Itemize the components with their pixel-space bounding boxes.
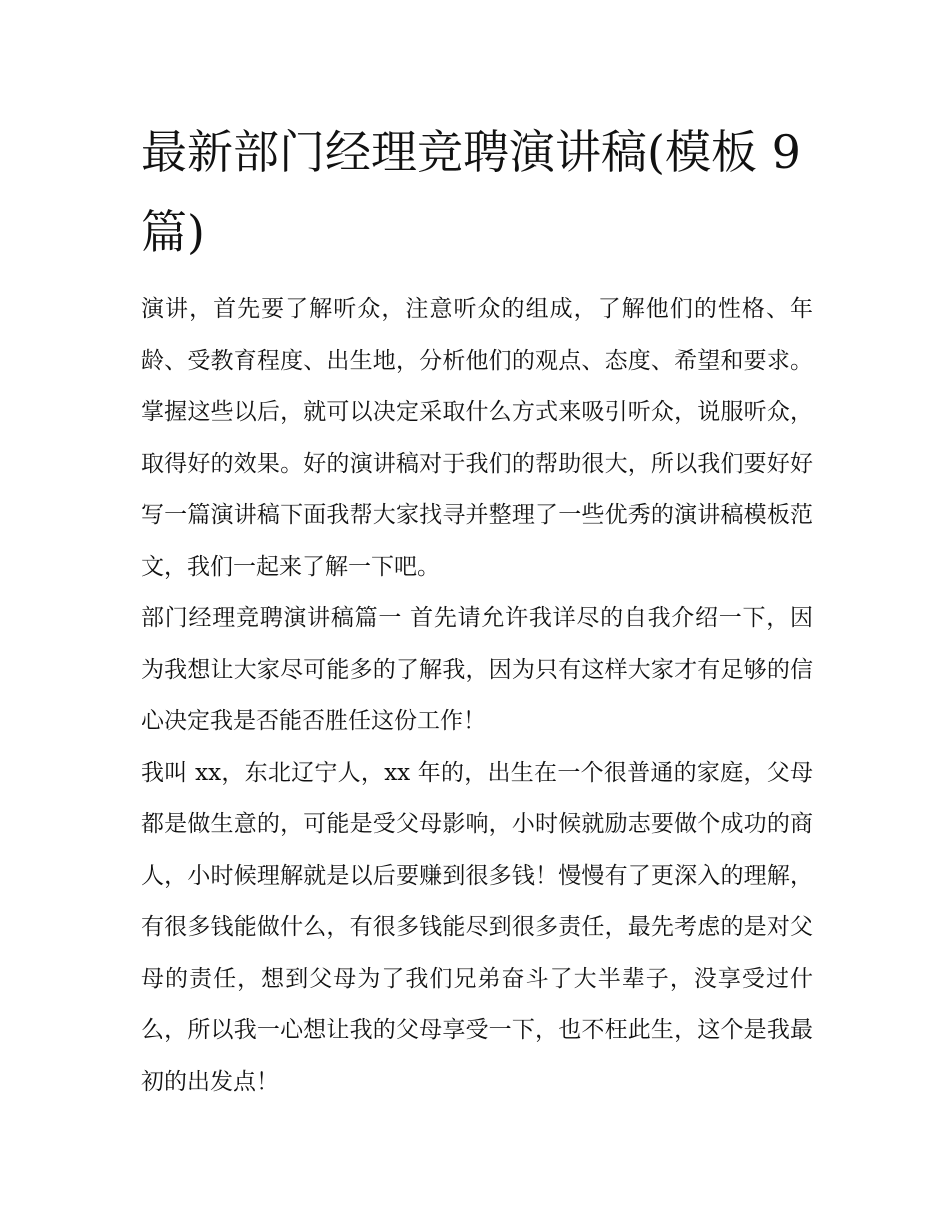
document-title: 最新部门经理竞聘演讲稿(模板 9 篇) — [141, 125, 801, 259]
paragraph-speech-one-opening: 部门经理竞聘演讲稿篇一 首先请允许我详尽的自我介绍一下，因为我想让大家尽可能多的了解我，因为只有这样大家才有足够的信心决定我是否能否胜任这份工作！ — [141, 605, 813, 734]
paragraph-self-introduction: 我叫 xx，东北辽宁人，xx 年的，出生在一个很普通的家庭，父母都是做生意的，可能是受父母影响，小时候就励志要做个成功的商人，小时候理解就是以后要赚到很多钱！慢慢有了更深入的理解，有很多钱能做什么，有很多钱能尽到很多责任，最先考虑的是对父母的责任，想到父母为了我们兄弟奋斗了大半辈子，没享受过什么，所以我一心想让我的父母享受一下，也不枉此生，这个是我最初的出发点！ — [141, 759, 813, 1095]
paragraph-intro: 演讲，首先要了解听众，注意听众的组成，了解他们的性格、年龄、受教育程度、出生地，分析他们的观点、态度、希望和要求。掌握这些以后，就可以决定采取什么方式来吸引听众，说服听众，取得好的效果。好的演讲稿对于我们的帮助很大，所以我们要好好写一篇演讲稿下面我帮大家找寻并整理了一些优秀的演讲稿模板范文，我们一起来了解一下吧。 — [141, 296, 813, 580]
document-page — [141, 112, 813, 1108]
